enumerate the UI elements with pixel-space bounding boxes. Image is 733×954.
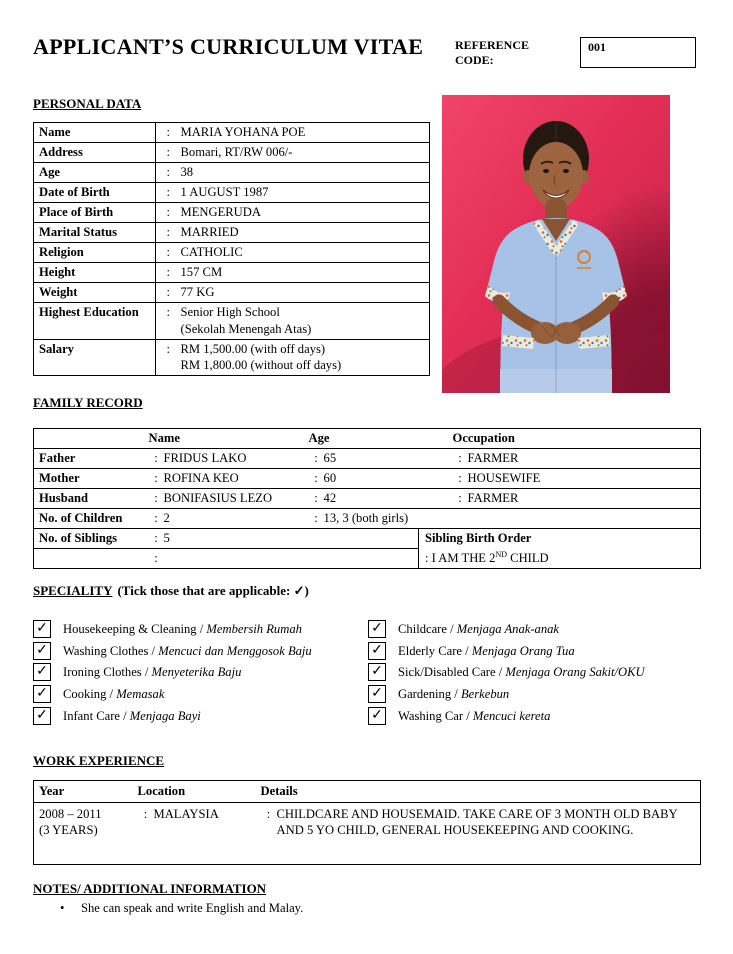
work-experience-table [33, 780, 701, 865]
checkmark-icon: ✓ [371, 707, 383, 723]
family-record-table [33, 428, 701, 569]
work-details: CHILDCARE AND HOUSEMAID. TAKE CARE OF 3 MONTH OLD BABY AND 5 YO CHILD, GENERAL HOUSEKEEPING AND COOKING. [276, 806, 678, 837]
member-occupation: HOUSEWIFE [468, 469, 701, 489]
field-value: MARIA YOHANA POE [181, 123, 430, 143]
work-location: MALAYSIA [153, 806, 219, 821]
field-value: Bomari, RT/RW 006/- [181, 143, 430, 163]
member-name: BONIFASIUS LEZO [164, 489, 309, 509]
checkmark-icon: ✓ [36, 707, 48, 723]
row-date-of-birth [34, 183, 430, 203]
checkbox-cooking [33, 685, 51, 703]
checkmark-icon: ✓ [371, 621, 383, 636]
field-label: Salary [34, 339, 156, 376]
speciality-note: (Tick those that are applicable: ✓) [117, 583, 309, 598]
row-place-of-birth [34, 203, 430, 223]
colon: : [156, 263, 181, 283]
page-title: APPLICANT’S CURRICULUM VITAE [33, 34, 424, 59]
field-value: 1 AUGUST 1987 [181, 183, 430, 203]
field-value: RM 1,500.00 (with off days) RM 1,800.00 (without off days) [180, 341, 342, 372]
row-salary [34, 339, 430, 376]
children-count: 2 [164, 509, 309, 529]
column-header-year: Year [34, 781, 138, 803]
row-address [34, 143, 430, 163]
colon: : [154, 551, 158, 565]
colon: : [453, 489, 468, 509]
field-value: 38 [181, 163, 430, 183]
colon: : [156, 123, 181, 143]
colon: : [156, 243, 181, 263]
speciality-column-right [368, 620, 645, 728]
colon: : [453, 449, 468, 469]
row-highest-education [34, 303, 430, 340]
colon: : [149, 469, 164, 489]
colon: : [156, 223, 181, 243]
sibling-birth-order-label: Sibling Birth Order [425, 531, 532, 545]
children-ages: 13, 3 (both girls) [324, 509, 701, 529]
checkmark-icon: ✓ [36, 664, 48, 680]
field-label: Marital Status [34, 223, 156, 243]
row-father [34, 449, 701, 469]
colon: : [149, 529, 164, 549]
bullet-icon: • [60, 901, 65, 915]
list-item: ✓ Cooking / Memasak [33, 685, 312, 704]
checkmark-icon: ✓ [371, 642, 383, 658]
field-label: Height [34, 263, 156, 283]
colon: : [149, 489, 164, 509]
field-value: CATHOLIC [181, 243, 430, 263]
work-experience-row [34, 803, 701, 865]
applicant-photo-illustration [442, 95, 670, 393]
work-year: 2008 – 2011 (3 YEARS) [39, 806, 102, 837]
colon: : [156, 283, 181, 303]
checkbox-gardening [368, 685, 386, 703]
colon: : [309, 449, 324, 469]
field-label: Religion [34, 243, 156, 263]
personal-data-table [33, 122, 430, 376]
row-religion [34, 243, 430, 263]
section-heading-personal-data: PERSONAL DATA [33, 96, 142, 111]
note-text: She can speak and write English and Malay. [81, 901, 304, 915]
field-label: Date of Birth [34, 183, 156, 203]
field-label: Weight [34, 283, 156, 303]
checkmark-icon: ✓ [371, 664, 383, 680]
row-marital-status [34, 223, 430, 243]
member-name: FRIDUS LAKO [164, 449, 309, 469]
checkbox-childcare [368, 620, 386, 638]
row-children [34, 509, 701, 529]
list-item: ✓ Housekeeping & Cleaning / Membersih Rumah [33, 620, 312, 639]
list-item: ✓ Infant Care / Menjaga Bayi [33, 707, 312, 726]
column-header-occupation: Occupation [453, 429, 701, 449]
row-husband [34, 489, 701, 509]
field-value: MENGERUDA [181, 203, 430, 223]
section-heading-speciality: SPECIALITY (Tick those that are applicable: ✓) [33, 583, 309, 598]
list-item [60, 901, 303, 916]
field-label: No. of Children [34, 509, 149, 529]
checkbox-washing-car [368, 707, 386, 725]
column-header-location: Location [138, 781, 261, 803]
column-header-name: Name [149, 429, 309, 449]
field-label: Father [34, 449, 149, 469]
row-weight [34, 283, 430, 303]
checkmark-icon: ✓ [36, 686, 48, 702]
siblings-count: 5 [164, 529, 309, 549]
reference-code-value: 001 [588, 40, 606, 54]
checkbox-elderly-care [368, 642, 386, 660]
checkbox-infant-care [33, 707, 51, 725]
table-header-row [34, 781, 701, 803]
section-heading-notes: NOTES/ ADDITIONAL INFORMATION [33, 881, 267, 896]
list-item: ✓ Ironing Clothes / Menyeterika Baju [33, 663, 312, 682]
list-item: ✓ Sick/Disabled Care / Menjaga Orang Sakit/OKU [368, 663, 645, 682]
row-name [34, 123, 430, 143]
colon: : [453, 469, 468, 489]
speciality-column-left [33, 620, 312, 728]
member-occupation: FARMER [468, 489, 701, 509]
field-value: MARRIED [181, 223, 430, 243]
list-item: ✓ Washing Clothes / Mencuci dan Menggosok Baju [33, 642, 312, 661]
checkbox-sick-disabled-care [368, 663, 386, 681]
column-header-details: Details [261, 781, 701, 803]
checkmark-icon: ✓ [36, 621, 48, 636]
colon: : [309, 509, 324, 529]
colon: : [143, 806, 148, 821]
colon: : [156, 303, 181, 340]
member-age: 65 [324, 449, 453, 469]
field-label: Highest Education [34, 303, 156, 340]
colon: : [156, 143, 181, 163]
reference-code-box [580, 37, 696, 68]
list-item: ✓ Gardening / Berkebun [368, 685, 645, 704]
row-age [34, 163, 430, 183]
colon: : [149, 509, 164, 529]
field-value: 77 KG [181, 283, 430, 303]
field-label: No. of Siblings [34, 529, 149, 549]
colon: : [156, 163, 181, 183]
member-name: ROFINA KEO [164, 469, 309, 489]
checkbox-washing-clothes [33, 642, 51, 660]
member-age: 60 [324, 469, 453, 489]
applicant-photo [442, 95, 670, 393]
list-item: ✓ Childcare / Menjaga Anak-anak [368, 620, 645, 639]
checkbox-ironing-clothes [33, 663, 51, 681]
field-label: Husband [34, 489, 149, 509]
field-label: Mother [34, 469, 149, 489]
reference-code-label: REFERENCE CODE: [455, 38, 530, 67]
colon: : [309, 469, 324, 489]
field-label: Place of Birth [34, 203, 156, 223]
list-item: ✓ Elderly Care / Menjaga Orang Tua [368, 642, 645, 661]
column-header-age: Age [309, 429, 453, 449]
field-label: Name [34, 123, 156, 143]
checkmark-icon: ✓ [36, 642, 48, 658]
colon: : [266, 806, 271, 821]
section-heading-family-record: FAMILY RECORD [33, 395, 143, 410]
field-label: Age [34, 163, 156, 183]
field-value: Senior High School (Sekolah Menengah Atas) [181, 303, 430, 340]
sibling-birth-order-cell [419, 529, 701, 569]
checkbox-housekeeping [33, 620, 51, 638]
colon: : [156, 203, 181, 223]
colon: : [166, 341, 170, 356]
list-item: ✓ Washing Car / Mencuci kereta [368, 707, 645, 726]
row-height [34, 263, 430, 283]
colon: : [156, 183, 181, 203]
field-value: 157 CM [181, 263, 430, 283]
table-header-row [34, 429, 701, 449]
colon: : [149, 449, 164, 469]
sibling-birth-order-value: : I AM THE 2ND CHILD [425, 549, 549, 565]
colon: : [309, 489, 324, 509]
field-label: Address [34, 143, 156, 163]
row-siblings [34, 529, 701, 549]
checkmark-icon: ✓ [371, 686, 383, 702]
member-age: 42 [324, 489, 453, 509]
row-mother [34, 469, 701, 489]
section-heading-work-experience: WORK EXPERIENCE [33, 753, 165, 768]
member-occupation: FARMER [468, 449, 701, 469]
